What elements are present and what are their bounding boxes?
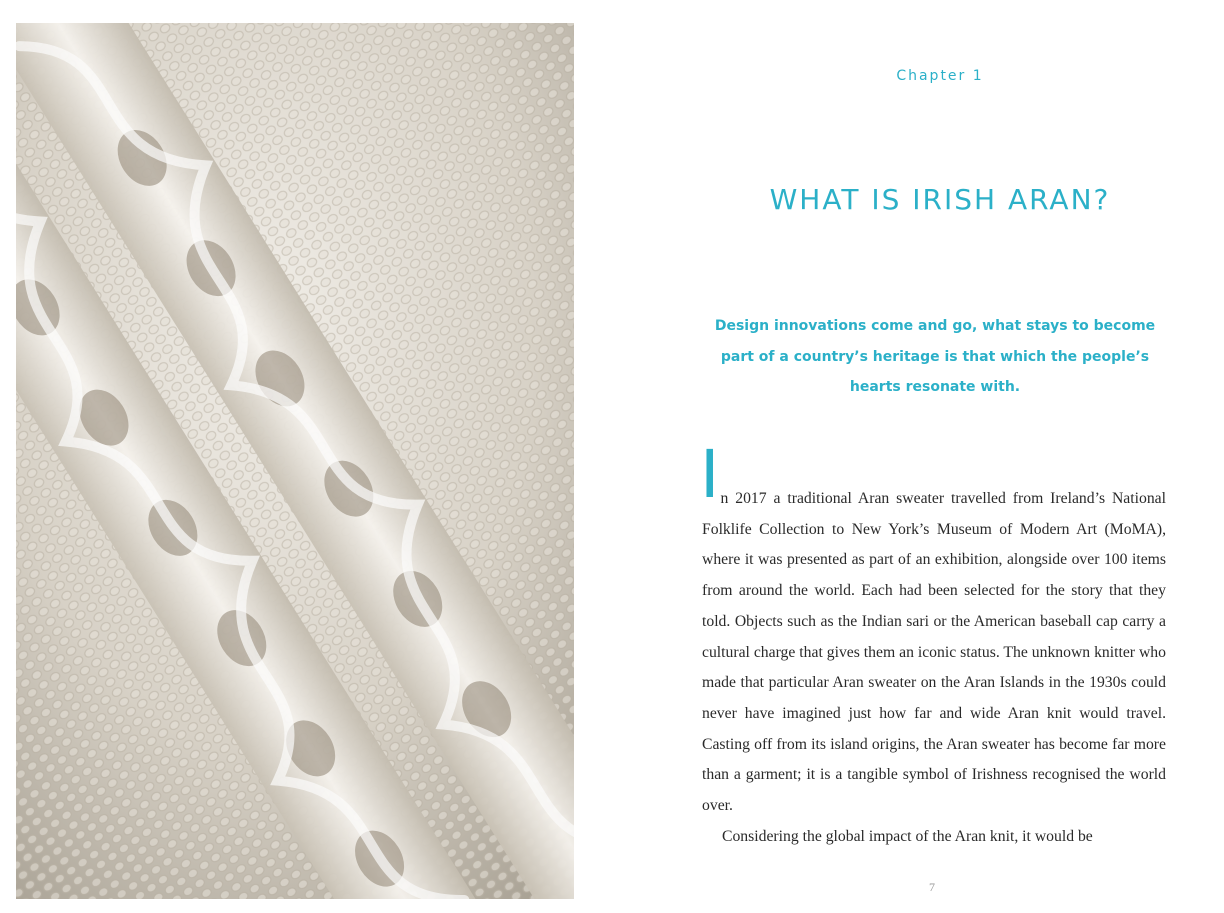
chapter-title: WHAT IS IRISH ARAN? bbox=[769, 183, 1111, 216]
drop-cap: I bbox=[700, 436, 720, 513]
paragraph-1 bbox=[700, 436, 1166, 822]
text-page bbox=[640, 0, 1224, 913]
page-number: 7 bbox=[929, 880, 935, 894]
knit-photo bbox=[16, 23, 574, 899]
pull-quote: Design innovations come and go, what stays to become part of a country’s heritage is that which the people’s hearts resonate with. bbox=[714, 318, 1156, 396]
chapter-label: Chapter 1 bbox=[896, 68, 984, 84]
knit-texture-image bbox=[16, 23, 574, 899]
paragraph-1-text: n 2017 a traditional Aran sweater travelled from Ireland’s National Folklife Collection to New York’s Museum of Modern Art (MoMA), where it was presented as part of an exhibition, alongside over 100 items from around the world. Each had been selected for the story that they told. Objects such as the Indian sari or the American baseball cap carry a cultural charge that gives them an iconic status. The unknown knitter who made that particular Aran sweater on the Aran Islands in the 1930s could never have imagined just how far and wide Aran knit would travel. Casting off from its island origins, the Aran sweater has become far more than a garment; it is a tangible symbol of Irishness recognised the world over. bbox=[702, 490, 1166, 815]
paragraph-2: Considering the global impact of the Aran knit, it would be bbox=[722, 827, 1093, 845]
body-text bbox=[700, 436, 1166, 852]
